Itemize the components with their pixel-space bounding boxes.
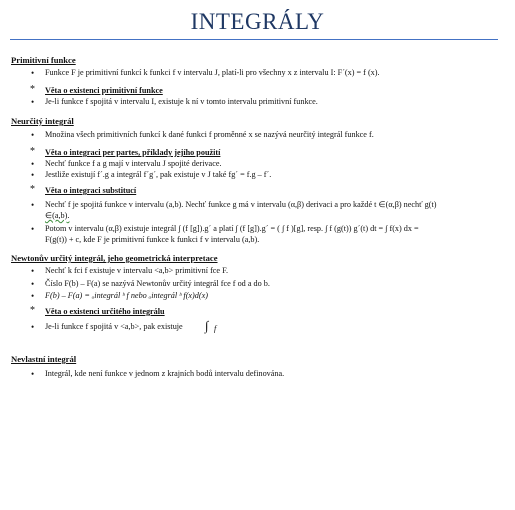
list-item-text: Jestliže existují f´.g a integrál f´g´, pak existuje v J také fg´ = f.g – f´. [45, 170, 272, 179]
theorem-title: Věta o integraci per partes, příklady jejího použití [45, 148, 221, 157]
bullet-icon: • [31, 322, 35, 332]
asterisk-icon: * [30, 84, 35, 95]
list-item-text: Nechť funkce f a g mají v intervalu J spojité derivace. [45, 159, 222, 168]
asterisk-icon: * [30, 184, 35, 195]
integrand: f [214, 324, 217, 333]
list-item-text: Nechť k fci f existuje v intervalu <a,b> primitivní fce F. [45, 266, 229, 275]
theorem-title: Věta o existenci určitého integrálu [45, 307, 165, 316]
asterisk-icon: * [30, 305, 35, 316]
list-item-text: Je-li funkce f spojitá v intervalu I, existuje k ní v tomto intervalu primitivní funkce. [45, 97, 318, 106]
theorem-title: Věta o integraci substitucí [45, 186, 137, 195]
list-item-text: Potom v intervalu (α,β) existuje integrál ∫ (f [g]).g´ a platí ∫ (f [g]).g´ = ( ∫ f )[g], resp. ∫ f (g(t)) g´(t) dt = ∫ f(x) dx = [45, 224, 419, 233]
bullet-icon: • [31, 97, 35, 107]
bullet-icon: • [31, 170, 35, 180]
list-item-text: Integrál, kde není funkce v jednom z krajních bodů intervalu definována. [45, 369, 285, 378]
list-item-text: F(b) – F(a) = ₐintegrál ᵇ f nebo ₐintegrál ᵇ f(x)d(x) [45, 291, 208, 300]
list-item-text: Je-li funkce f spojitá v <a,b>, pak existuje [45, 322, 183, 331]
bullet-icon: • [31, 279, 35, 289]
bullet-icon: • [31, 224, 35, 234]
bullet-icon: • [31, 200, 35, 210]
list-item-text: Funkce F je primitivní funkcí k funkci f v intervalu J, platí-li pro všechny x z intervalu I: F´(x) = f (x). [45, 68, 380, 77]
list-item-text: F(g(t)) + c, kde F je primitivní funkce k funkci f v intervalu (a,b). [45, 235, 260, 244]
page-title: INTEGRÁLY [190, 9, 325, 34]
list-item-text: Číslo F(b) – F(a) se nazývá Newtonův určitý integrál fce f od a do b. [45, 279, 270, 288]
list-item-text: ∈(a,b). [45, 211, 70, 220]
bullet-icon: • [31, 291, 35, 301]
section-heading-newton-integral: Newtonův určitý integrál, jeho geometrická interpretace [11, 253, 218, 263]
theorem-title: Věta o existenci primitivní funkce [45, 86, 163, 95]
section-heading-indefinite-integral: Neurčitý integrál [11, 116, 74, 126]
list-item-text: Nechť f je spojitá funkce v intervalu (a,b). Nechť funkce g má v intervalu (α,β) derivaci a pro každé t ∈(α,β) nechť g(t) [45, 200, 437, 209]
bullet-icon: • [31, 266, 35, 276]
bullet-icon: • [31, 130, 35, 140]
integral-symbol: ∫ [205, 318, 209, 333]
title-divider [10, 39, 498, 40]
bullet-icon: • [31, 68, 35, 78]
bullet-icon: • [31, 159, 35, 169]
section-heading-primitive-function: Primitivní funkce [11, 55, 76, 65]
section-heading-improper-integral: Nevlastní integrál [11, 354, 77, 364]
asterisk-icon: * [30, 146, 35, 157]
list-item-text: Množina všech primitivních funkcí k dané funkci f proměnné x se nazývá neurčitý integrál funkce f. [45, 130, 374, 139]
bullet-icon: • [31, 369, 35, 379]
